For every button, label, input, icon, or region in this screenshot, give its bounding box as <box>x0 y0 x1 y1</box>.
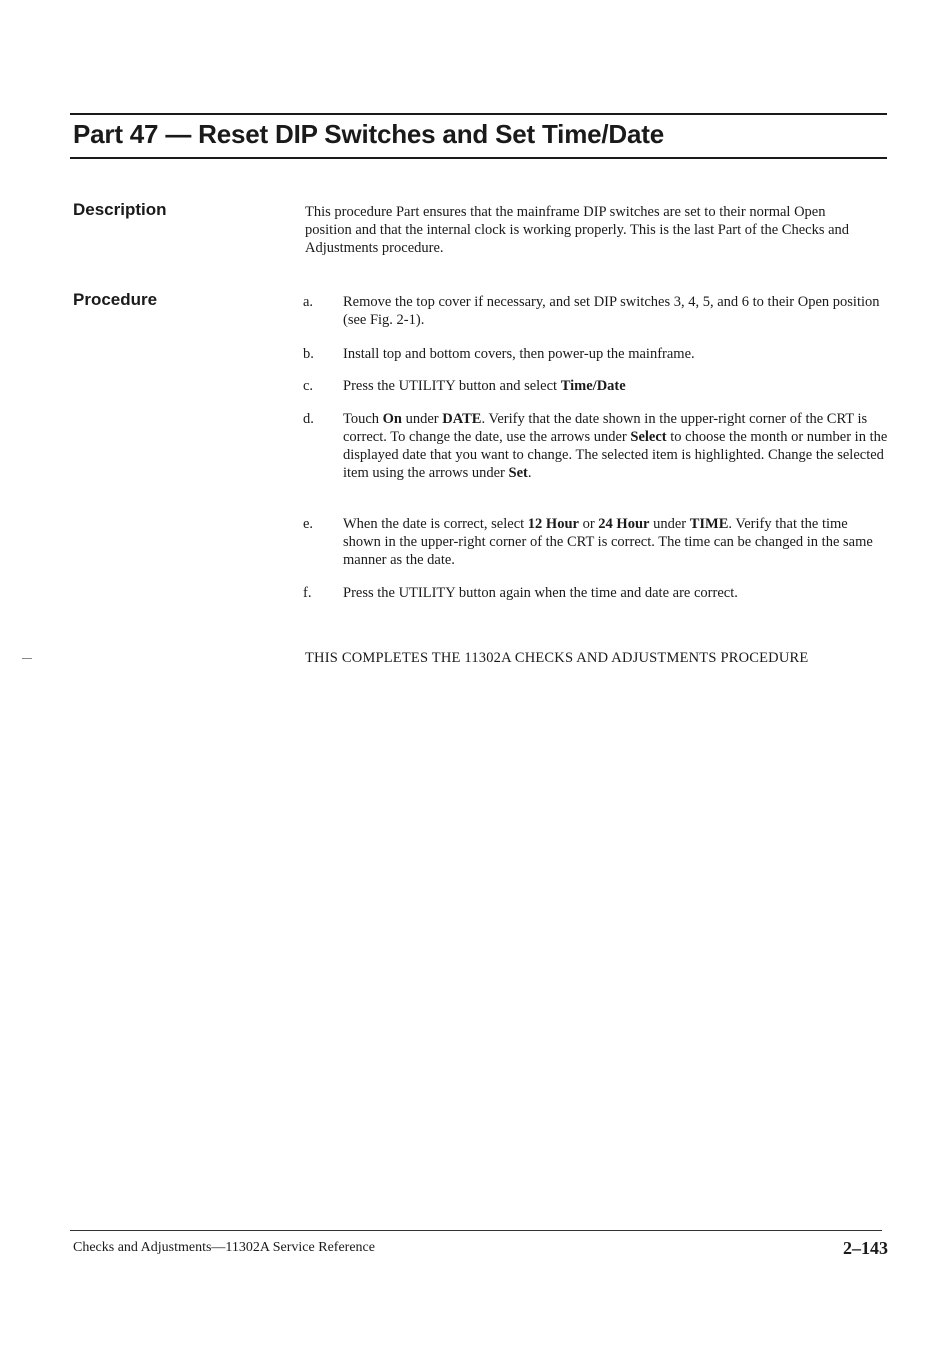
procedure-step-d <box>303 410 888 482</box>
step-text: Press the UTILITY button again when the time and date are correct. <box>343 585 738 601</box>
step-letter: f. <box>303 585 312 601</box>
step-letter: e. <box>303 516 314 532</box>
footer-rule <box>70 1230 882 1231</box>
step-text: Touch On under DATE. Verify that the date shown in the upper-right corner of the CRT is correct. To change the date, use the arrows under Select to choose the month or number in the displayed date that you want to change. The selected item is highlighted. Change the selected item using the arrows under Set. <box>343 411 888 481</box>
margin-mark <box>22 658 32 659</box>
footer-title: Checks and Adjustments—11302A Service Reference <box>73 1240 375 1255</box>
page-number: 2–143 <box>843 1238 888 1258</box>
title-bottom-rule <box>70 157 887 159</box>
step-text: Press the UTILITY button and select Time/Date <box>343 378 626 394</box>
step-letter: a. <box>303 294 314 310</box>
step-letter: b. <box>303 346 314 362</box>
procedure-step-f <box>303 584 888 602</box>
completion-notice: THIS COMPLETES THE 11302A CHECKS AND ADJUSTMENTS PROCEDURE <box>305 650 809 666</box>
step-text: Install top and bottom covers, then power-up the mainframe. <box>343 346 695 362</box>
step-letter: d. <box>303 411 314 427</box>
procedure-step-c <box>303 377 888 395</box>
step-text: When the date is correct, select 12 Hour or 24 Hour under TIME. Verify that the time shown in the upper-right corner of the CRT is correct. The time can be changed in the same manner as the date. <box>343 516 873 568</box>
step-text: Remove the top cover if necessary, and set DIP switches 3, 4, 5, and 6 to their Open position (see Fig. 2-1). <box>343 294 880 328</box>
step-letter: c. <box>303 378 314 394</box>
description-text: This procedure Part ensures that the mainframe DIP switches are set to their normal Open position and that the internal clock is working properly. This is the last Part of the Checks and Adjustments procedure. <box>305 204 850 256</box>
procedure-step-e <box>303 515 888 569</box>
procedure-step-a <box>303 293 888 329</box>
procedure-step-b <box>303 345 888 363</box>
page-title: Part 47 — Reset DIP Switches and Set Time/Date <box>73 119 664 149</box>
title-top-rule <box>70 113 887 115</box>
description-heading: Description <box>73 200 167 219</box>
procedure-heading: Procedure <box>73 290 158 309</box>
